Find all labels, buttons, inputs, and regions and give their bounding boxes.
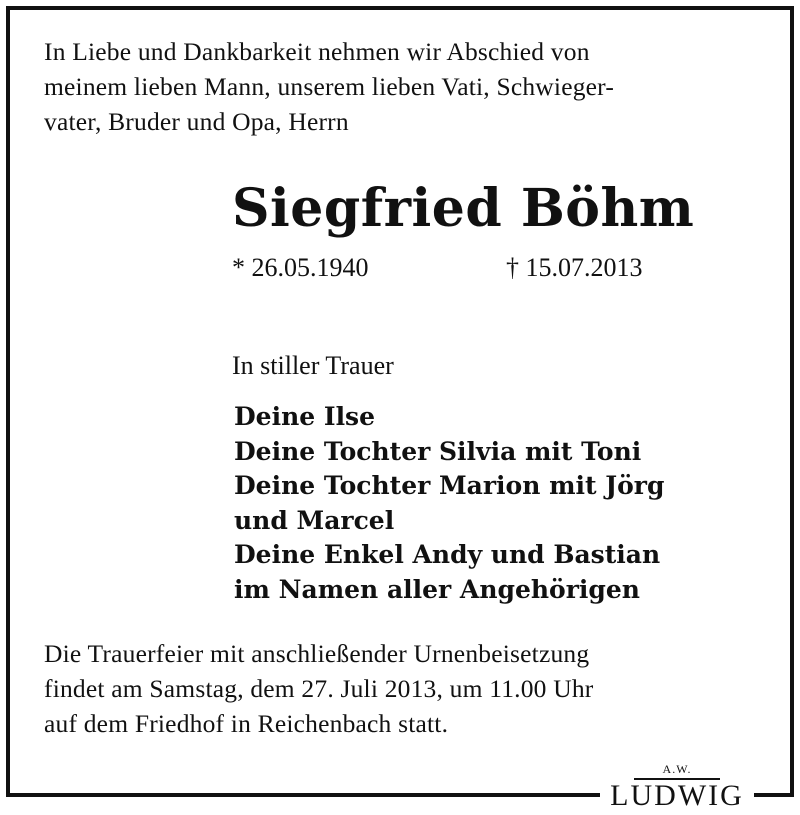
mourner-line: Deine Enkel Andy und Bastian: [234, 540, 661, 569]
mourner-line: und Marcel: [234, 505, 395, 535]
death-date: † 15.07.2013: [506, 253, 643, 282]
deceased-name: Siegfried Böhm: [232, 178, 695, 239]
intro-text: In Liebe und Dankbarkeit nehmen wir Abschied von meinem lieben Mann, unserem lieben Vati, Schwieger- vater, Bruder und Opa, Herrn: [44, 37, 615, 136]
ceremony-info: Die Trauerfeier mit anschließender Urnenbeisetzung findet am Samstag, dem 27. Juli 2013, um 11.00 Uhr auf dem Friedhof in Reichenbach statt.: [44, 639, 594, 738]
mourner-line: Deine Tochter Marion mit Jörg: [234, 471, 665, 500]
logo-initials: A.W.: [662, 762, 692, 776]
funeral-home-logo: [600, 762, 754, 815]
mourner-line: Deine Tochter Silvia mit Toni: [234, 436, 642, 466]
mourners-list: [234, 400, 664, 607]
logo-name: LUDWIG: [610, 779, 744, 812]
birth-date: * 26.05.1940: [232, 253, 369, 282]
mourner-line: im Namen aller Angehörigen: [234, 574, 640, 604]
mourner-line: Deine Ilse: [234, 402, 376, 431]
mourning-heading: In stiller Trauer: [232, 351, 394, 380]
